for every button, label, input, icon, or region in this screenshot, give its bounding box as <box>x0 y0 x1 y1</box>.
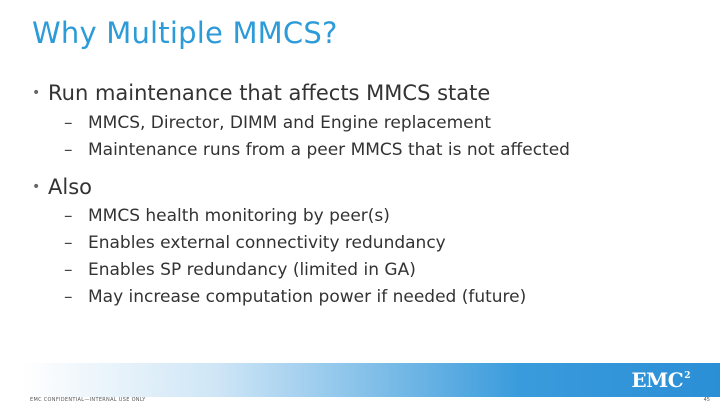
sub-bullet-text: Enables SP redundancy (limited in GA) <box>88 260 416 280</box>
bullet-text: Run maintenance that affects MMCS state <box>48 81 491 105</box>
emc-logo <box>631 368 690 392</box>
sub-bullet-text: Enables external connectivity redundancy <box>88 233 446 253</box>
page-number: 45 <box>703 397 710 403</box>
sub-bullet <box>64 140 570 160</box>
footer-bar <box>0 363 720 397</box>
logo-superscript: 2 <box>684 371 690 381</box>
sub-bullet-text: Maintenance runs from a peer MMCS that is not affected <box>88 140 570 160</box>
dash-marker: – <box>64 140 73 160</box>
bullet-text: Also <box>48 175 92 199</box>
bullet-marker: • <box>32 85 41 101</box>
sub-bullet <box>64 233 446 253</box>
sub-bullet <box>64 113 491 133</box>
slide-title: Why Multiple MMCS? <box>32 16 338 50</box>
sub-bullet-text: MMCS, Director, DIMM and Engine replacement <box>88 113 492 133</box>
sub-bullet-text: MMCS health monitoring by peer(s) <box>88 206 390 226</box>
bullet-run-maintenance <box>32 81 490 105</box>
confidential-notice: EMC CONFIDENTIAL—INTERNAL USE ONLY <box>30 397 146 403</box>
sub-bullet-text: May increase computation power if needed (future) <box>88 287 527 307</box>
dash-marker: – <box>64 113 73 133</box>
dash-marker: – <box>64 287 73 307</box>
sub-bullet <box>64 287 526 307</box>
bullet-also <box>32 175 92 199</box>
dash-marker: – <box>64 206 73 226</box>
bullet-marker: • <box>32 179 41 195</box>
dash-marker: – <box>64 260 73 280</box>
logo-text: EMC <box>631 368 684 392</box>
dash-marker: – <box>64 233 73 253</box>
sub-bullet <box>64 260 416 280</box>
sub-bullet <box>64 206 390 226</box>
